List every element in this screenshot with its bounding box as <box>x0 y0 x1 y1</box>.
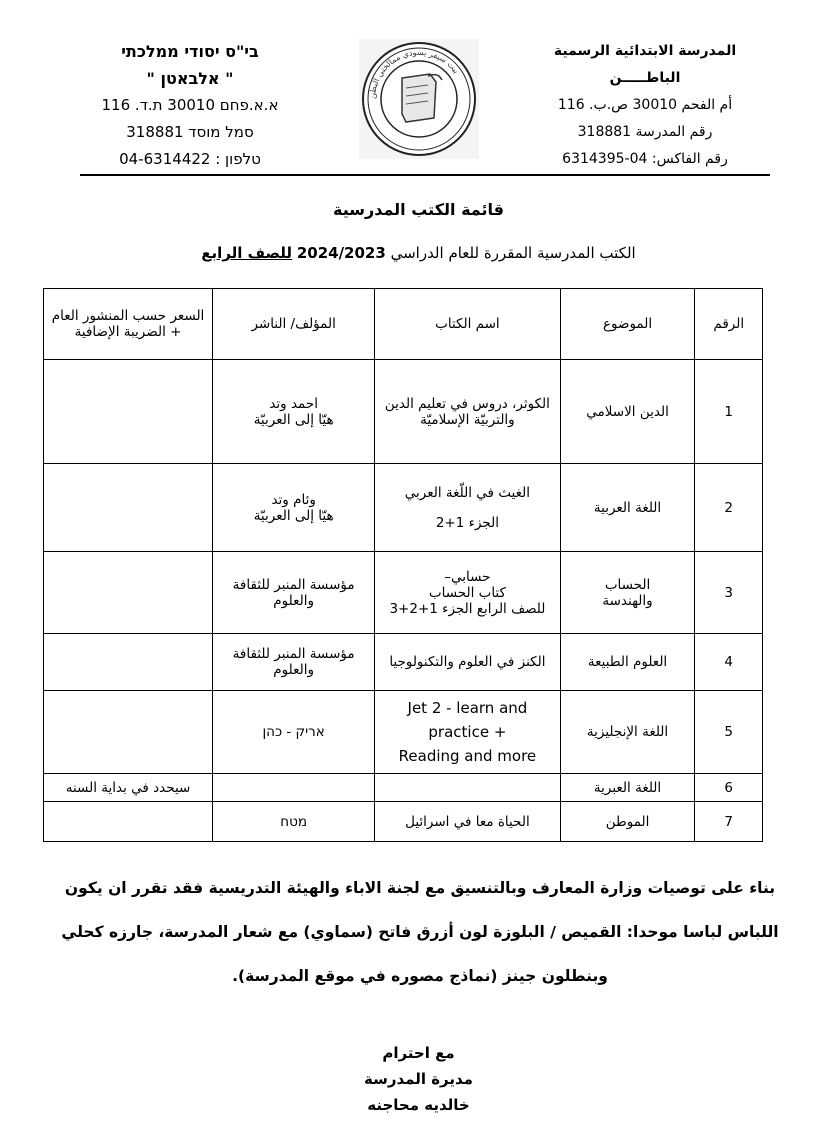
row-author <box>213 464 375 552</box>
row-num: 1 <box>695 360 763 464</box>
book-line: Reading and more <box>398 747 537 765</box>
subtitle-grade: للصف الرابع <box>201 244 293 262</box>
table-row <box>44 552 763 634</box>
subtitle-year: 2024/2023 <box>296 244 386 262</box>
row-book <box>375 464 560 552</box>
note-line: بناء على توصيات وزارة المعارف وبالتنسيق مع لجنة الاباء والهيئة التدريسية فقد تقرر ان يكون <box>64 879 776 897</box>
book-line: كتاب الحساب <box>428 584 506 601</box>
book-line: practice + <box>428 723 507 741</box>
row-subject: الدين الاسلامي <box>560 360 695 464</box>
row-price <box>44 464 213 552</box>
uniform-note <box>40 866 800 998</box>
row-price <box>44 360 213 464</box>
header-school-type-he: בי"ס יסודי ממלכתי <box>121 42 259 61</box>
subtitle-prefix: الكتب المدرسية المقررة للعام الدراسي <box>385 244 636 262</box>
row-book: الكنز في العلوم والتكنولوجيا <box>375 634 560 691</box>
book-title: الغيث في اللّغة العربي <box>404 484 531 501</box>
row-price <box>44 634 213 691</box>
row-num: 4 <box>695 634 763 691</box>
header-school-type-ar: المدرسة الابتدائية الرسمية <box>553 43 737 59</box>
row-book <box>375 774 560 802</box>
book-parts: الجزء 1+2 <box>435 514 499 531</box>
row-book: الكوثر، دروس في تعليم الدين والتربيّة الإسلاميّة <box>375 360 560 464</box>
table-row <box>44 360 763 464</box>
header-school-name-he: " אלבאטן " <box>146 69 234 88</box>
row-num: 2 <box>695 464 763 552</box>
subject-line: الحساب <box>604 576 651 593</box>
note-line: وبنطلون جينز (نماذج مصوره في موقع المدرسة). <box>232 967 608 985</box>
row-num: 5 <box>695 691 763 774</box>
book-line: حسابي– <box>444 568 491 585</box>
header-school-code-ar: رقم المدرسة 318881 <box>577 124 713 140</box>
row-subject: العلوم الطبيعة <box>560 634 695 691</box>
author-publisher: هيّا إلى العربيّة <box>253 411 334 428</box>
row-subject: اللغة العبرية <box>560 774 695 802</box>
col-header-author: المؤلف/ الناشر <box>213 289 375 360</box>
row-num: 6 <box>695 774 763 802</box>
header-divider <box>80 174 770 176</box>
col-header-book: اسم الكتاب <box>375 289 560 360</box>
row-book <box>375 691 560 774</box>
row-price: سيحدد في بداية السنه <box>44 774 213 802</box>
seal-ring-text: بيت سيفر يسودي ممالختي البطن <box>367 47 461 100</box>
books-table <box>43 288 763 842</box>
row-price <box>44 691 213 774</box>
row-subject <box>560 552 695 634</box>
row-price <box>44 802 213 842</box>
header-school-name-ar: الباطـــــن <box>609 70 681 86</box>
row-book <box>375 552 560 634</box>
school-seal-icon <box>358 38 480 160</box>
table-row <box>44 774 763 802</box>
header-phone-he: טלפון : 04-6314422 <box>119 150 261 168</box>
row-price <box>44 552 213 634</box>
row-num: 3 <box>695 552 763 634</box>
subject-line: والهندسة <box>602 592 653 609</box>
row-num: 7 <box>695 802 763 842</box>
header-hebrew-block <box>70 38 310 173</box>
row-subject: اللغة الإنجليزية <box>560 691 695 774</box>
author-name: وئام وتد <box>271 491 316 508</box>
row-subject: اللغة العربية <box>560 464 695 552</box>
table-row <box>44 691 763 774</box>
signature-role: مديرة المدرسة <box>364 1070 473 1088</box>
table-row <box>44 634 763 691</box>
author-publisher: هيّا إلى العربيّة <box>253 507 334 524</box>
header-address-ar: أم الفحم 30010 ص.ب. 116 <box>557 97 733 113</box>
book-line: للصف الرابع الجزء 1+2+3 <box>389 600 546 617</box>
header-address-he: א.א.פחם 30010 ת.ד. 116 <box>101 96 279 114</box>
row-author: אריק - כהן <box>213 691 375 774</box>
page-subtitle <box>0 244 837 262</box>
signature-greeting: مع احترام <box>382 1044 455 1062</box>
header-fax-ar: رقم الفاكس: 04-6314395 <box>562 151 728 167</box>
note-line: اللباس لباسا موحدا: القميص / البلوزة لون أزرق فاتح (سماوي) مع شعار المدرسة، جارزه كحلي <box>61 923 779 941</box>
book-line: Jet 2 - learn and <box>407 699 528 717</box>
table-row <box>44 802 763 842</box>
author-name: احمد وتد <box>269 395 318 412</box>
page-title: قائمة الكتب المدرسية <box>333 200 504 219</box>
col-header-num: الرقم <box>695 289 763 360</box>
col-header-price: السعر حسب المنشور العام + الضريبة الإضافية <box>44 289 213 360</box>
signature-name: خالديه محاجنه <box>367 1096 470 1114</box>
header-institution-code-he: סמל מוסד 318881 <box>126 123 254 141</box>
row-author: مؤسسة المنبر للثقافة والعلوم <box>213 552 375 634</box>
header-arabic-block <box>520 38 770 173</box>
row-author <box>213 360 375 464</box>
signature-block <box>0 1040 837 1118</box>
row-author: מטח <box>213 802 375 842</box>
row-book: الحياة معا في اسرائيل <box>375 802 560 842</box>
row-author <box>213 774 375 802</box>
row-author: مؤسسة المنبر للثقافة والعلوم <box>213 634 375 691</box>
row-subject: الموطن <box>560 802 695 842</box>
col-header-subject: الموضوع <box>560 289 695 360</box>
table-header-row <box>44 289 763 360</box>
table-row <box>44 464 763 552</box>
